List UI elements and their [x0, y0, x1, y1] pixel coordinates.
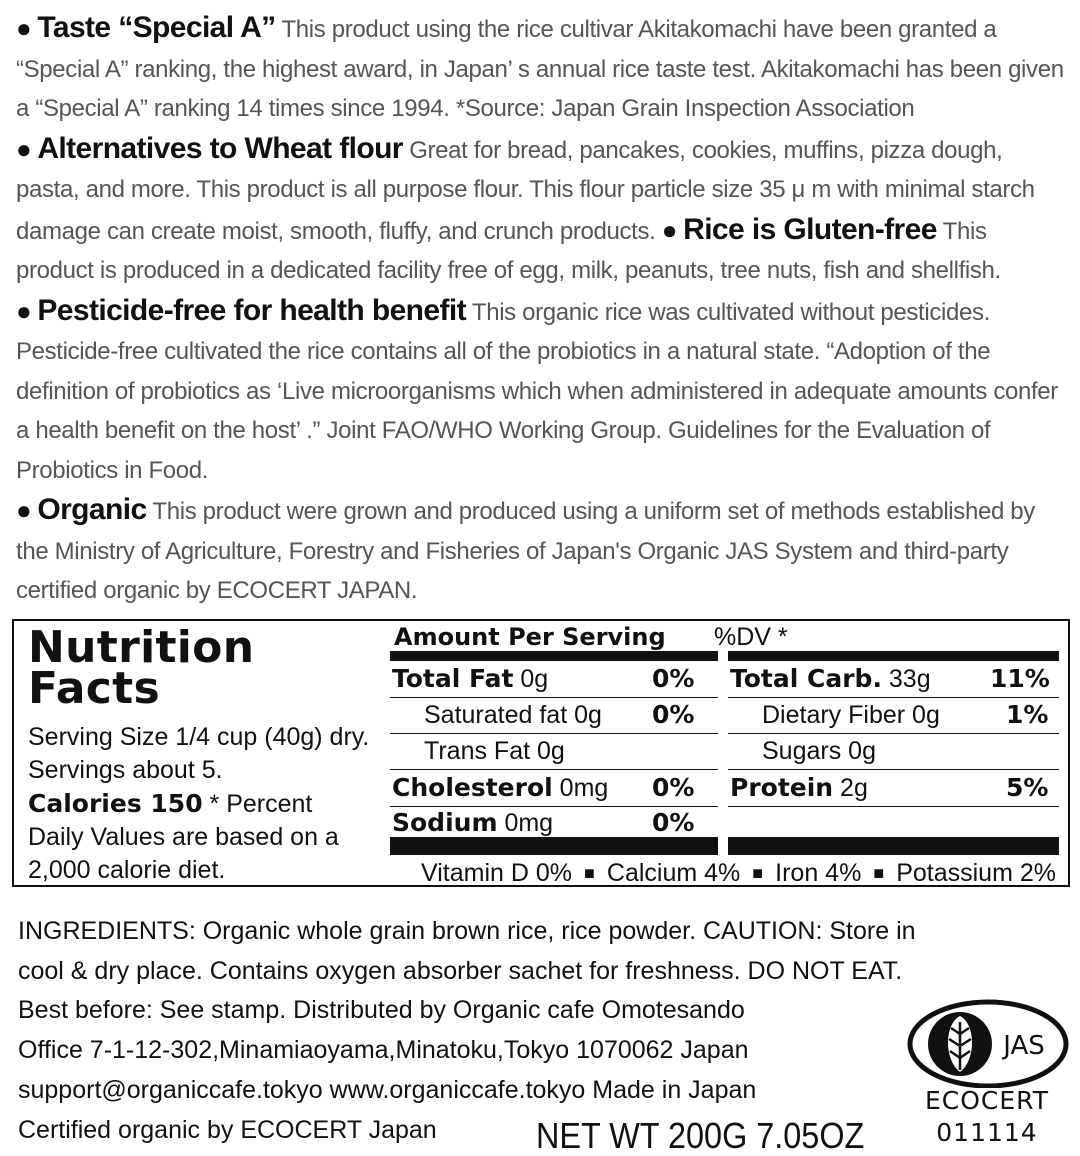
bullet-icon: ●: [16, 133, 32, 164]
row-divider: [728, 697, 1059, 698]
separator-dot-icon: ■: [873, 863, 885, 883]
bullet-icon: ●: [661, 214, 678, 245]
footer-bar-left: [390, 837, 718, 855]
jas-organic-logo: [904, 998, 1070, 1150]
feature-heading-wheat: Alternatives to Wheat flour: [37, 131, 403, 165]
jas-logo-text: JAS: [1003, 1031, 1045, 1061]
vitamin-d: Vitamin D 0%: [421, 859, 573, 887]
header-bar-right: [728, 651, 1059, 661]
caution-line: cool & dry place. Contains oxygen absorber sachet for freshness. DO NOT EAT.: [18, 956, 903, 985]
feature-text-wheat: Great for bread, pancakes, cookies, muffins, pizza dough, pasta, and more. This product is all purpose flour. This flour particle size 35 μ m with minimal starch damage can create moist, smooth, fluffy, and crunch products.: [16, 136, 1035, 245]
row-divider: [390, 769, 718, 770]
iron: Iron 4%: [775, 859, 862, 887]
calcium: Calcium 4%: [606, 859, 741, 887]
bullet-icon: ●: [16, 295, 32, 326]
feature-heading-gluten: Rice is Gluten-free: [683, 212, 937, 246]
feature-heading-pesticide: Pesticide-free for health benefit: [37, 293, 466, 327]
header-bar-left: [390, 651, 718, 661]
feature-text-gluten: This product is produced in a dedicated facility free of egg, milk, peanuts, tree nuts, fish and shellfish.: [16, 217, 1001, 284]
row-divider: [728, 806, 1059, 807]
separator-dot-icon: ■: [752, 863, 764, 883]
jas-mark-icon: [904, 998, 1070, 1088]
dv-note: * Percent Daily Values are based on a 2,000 calorie diet.: [28, 790, 339, 884]
address-line: Office 7-1-12-302,Minamiaoyama,Minatoku,Tokyo 1070062 Japan: [18, 1036, 749, 1065]
product-features: [16, 8, 1068, 611]
net-weight: NET WT 200G 7.05OZ: [536, 1115, 865, 1156]
ingredients-line: INGREDIENTS: Organic whole grain brown rice, rice powder. CAUTION: Store in: [18, 917, 916, 945]
nutrition-facts-panel: Nutrition Facts Serving Size 1/4 cup (40g) dry. Servings about 5. Calories 150 * Percent Daily Values are based on a 2,000 calorie diet. Amount Per Serving %DV * Total Fat 0g 0% Saturated fat 0g 0% Trans Fat 0g Cholesterol 0mg 0% Sodium 0mg 0% Total Carb. 33g 11% Dietary Fiber 0g 1% Sugars 0g Protein 2g 5% Vitamin D 0% ■ Calcium 4% ■ Iron 4% ■ Potassium 2%: [12, 619, 1070, 887]
feature-heading-taste: Taste “Special A”: [37, 11, 276, 44]
contact-line: support@organiccafe.tokyo www.organiccafe.tokyo Made in Japan: [18, 1075, 757, 1104]
bullet-icon: ●: [16, 495, 32, 525]
best-before-line: Best before: See stamp. Distributed by Organic cafe Omotesando: [18, 996, 745, 1025]
potassium: Potassium 2%: [896, 859, 1056, 887]
vitamins-minerals: [421, 859, 1056, 889]
dv-header: %DV *: [714, 623, 788, 651]
feature-text-organic: This product were grown and produced using a uniform set of methods established by the Ministry of Agriculture, Forestry and Fisheries of Japan's Organic JAS System and third-party certified organic by ECOCERT JAPAN.: [16, 498, 1035, 604]
separator-dot-icon: ■: [584, 863, 595, 883]
feature-text-taste: This product using the rice cultivar Akitakomachi have been granted a “Special A” ranking, the highest award, in Japan’ s annual rice taste test. Akitakomachi has been given a “Special A” ranking 14 times since 1994. *Source: Japan Grain Inspection Association: [16, 16, 1064, 122]
certifier-number: 011114: [936, 1118, 1038, 1147]
amount-per-serving-header: Amount Per Serving: [394, 623, 666, 651]
calories: Calories 150: [28, 789, 203, 818]
row-divider: [728, 769, 1059, 770]
certifier-name: ECOCERT: [924, 1086, 1049, 1115]
row-divider: [728, 733, 1059, 734]
row-divider: [390, 697, 718, 698]
row-divider: [390, 733, 718, 734]
nutrition-facts-title: Nutrition Facts: [28, 622, 255, 714]
footer-bar-right: [728, 837, 1059, 855]
row-divider: [390, 806, 718, 807]
serving-info: [28, 721, 373, 887]
feature-heading-organic: Organic: [37, 493, 147, 526]
certified-line: Certified organic by ECOCERT Japan: [18, 1115, 437, 1144]
serving-size: Serving Size 1/4 cup (40g) dry. Servings about 5.: [28, 723, 370, 784]
bullet-icon: ●: [16, 13, 32, 43]
feature-text-pesticide: This organic rice was cultivated without pesticides. Pesticide-free cultivated the rice contains all of the probiotics in a natural state. “Adoption of the definition of probiotics as ‘Live microorganisms which when administered in adequate amounts confer a health benefit on the host’ .” Joint FAO/WHO Working Group. Guidelines for the Evaluation of Probiotics in Food.: [16, 298, 1058, 484]
